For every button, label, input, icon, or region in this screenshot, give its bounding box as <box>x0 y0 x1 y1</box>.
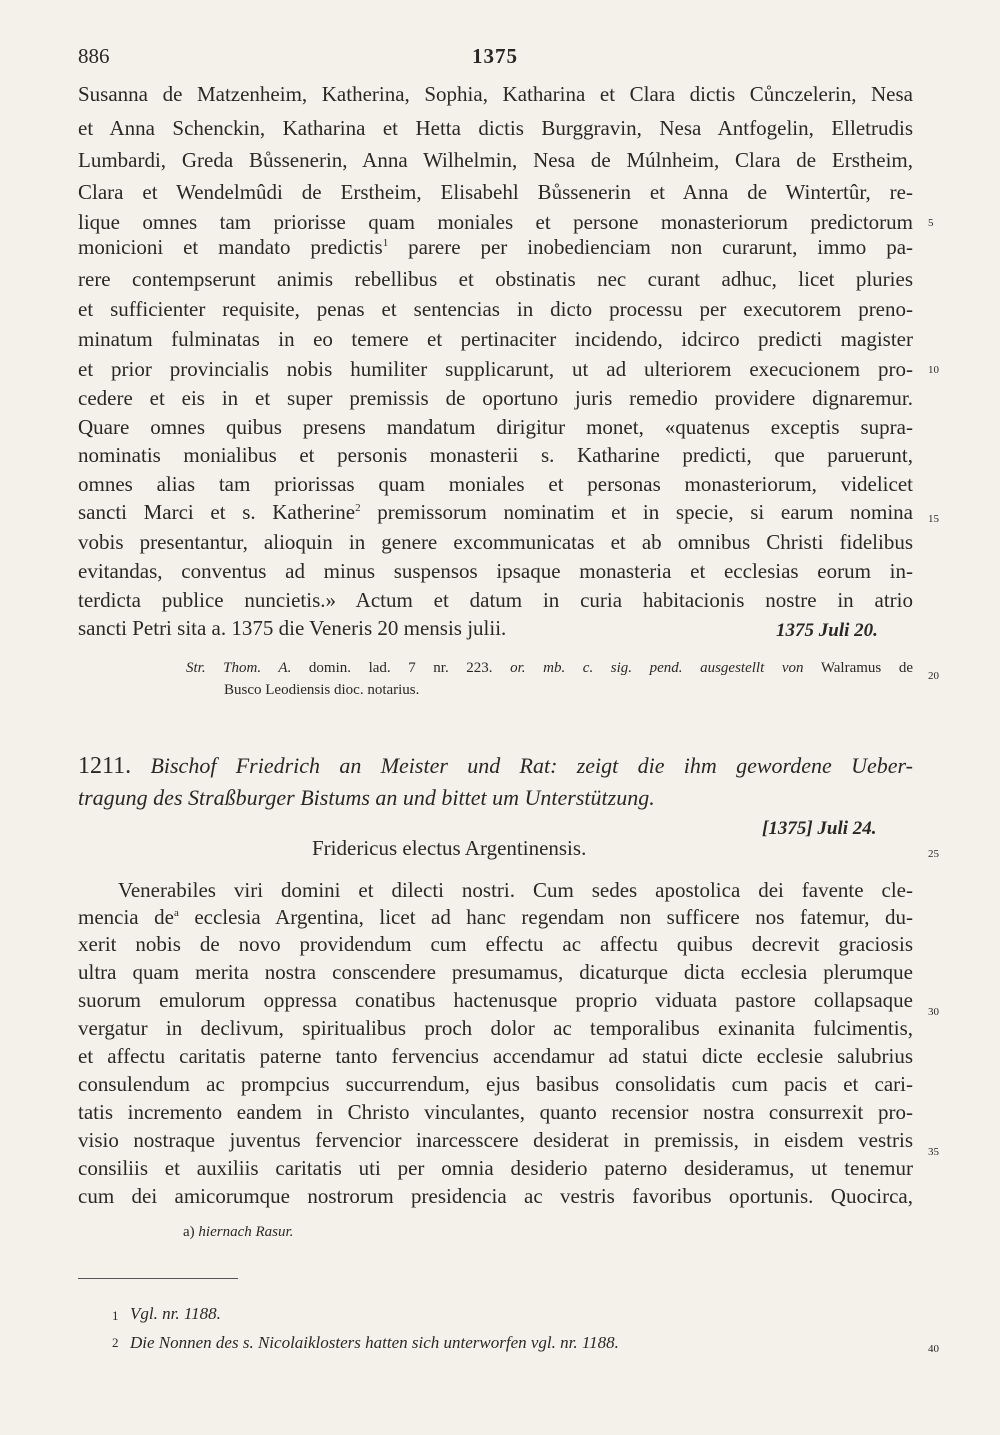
running-head-year: 1375 <box>472 44 518 68</box>
text-line: consiliis et auxiliis caritatis uti per omnia desiderio paterno desideramus, ut tenemur <box>78 1156 913 1180</box>
document-heading <box>78 752 913 780</box>
text-line: et sufficienter requisite, penas et sentencias in dicto processu per executorem preno- <box>78 297 913 321</box>
text-line: Venerabiles viri domini et dilecti nostri. Cum sedes apostolica dei favente cle- <box>118 878 913 902</box>
textual-note <box>183 1222 483 1243</box>
text-line: tatis incremento eandem in Christo vinculantes, quanto recensior nostra consurrexit pro- <box>78 1100 913 1124</box>
text-line: lique omnes tam priorisse quam moniales et persone monasteriorum predictorum <box>78 210 913 234</box>
document-number: 1211. <box>78 753 132 779</box>
source-note-line <box>78 658 913 679</box>
text-line: Lumbardi, Greda Bůssenerin, Anna Wilhelmin, Nesa de Múlnheim, Clara de Erstheim, <box>78 148 913 172</box>
footnote-text: Vgl. nr. 1188. <box>130 1304 221 1323</box>
line-number: 35 <box>928 1146 939 1158</box>
text-line: suorum emulorum oppressa conatibus hactenusque proprio viduata pastore collapsaque <box>78 988 913 1012</box>
text-line: xerit nobis de novo providendum cum effectu ac affectu quibus decrevit graciosis <box>78 932 913 956</box>
text-line: Clara et Wendelmûdi de Erstheim, Elisabehl Bůssenerin et Anna de Wintertûr, re- <box>78 180 913 204</box>
text-fragment: premissorum nominatim et in specie, si earum nomina <box>377 500 914 524</box>
text-line: minatum fulminatas in eo temere et pertinaciter incidendo, idcirco predicti magister <box>78 327 913 351</box>
footnote-ref: 1 <box>382 237 389 249</box>
footnote-mark: 1 <box>112 1308 119 1323</box>
source-notary: Walramus de <box>820 660 913 676</box>
sender: Fridericus electus Argentinensis. <box>312 836 587 860</box>
note-text: hiernach Rasur. <box>198 1224 294 1240</box>
text-line: terdicta publice nuncietis.» Actum et datum in curia habitacionis nostre in atrio <box>78 588 913 612</box>
document-title: Bischof Friedrich an Meister und Rat: zeigt die ihm gewordene Ueber- <box>150 753 914 778</box>
line-number: 20 <box>928 670 939 682</box>
source-shelfmark: domin. lad. 7 nr. 223. <box>308 660 493 676</box>
text-line: vobis presentantur, alioquin in genere excommunicatas et ab omnibus Christi fidelibus <box>78 530 913 554</box>
text-line: cum dei amicorumque nostrorum presidencia ac vestris favoribus oportunis. Quocirca, <box>78 1184 913 1208</box>
footnote-ref: 2 <box>355 502 361 514</box>
page-number: 886 <box>78 44 110 68</box>
text-line: vergatur in declivum, spiritualibus proch dolor ac temporalibus exinanita fulcimentis, <box>78 1016 913 1040</box>
line-number: 5 <box>928 217 934 229</box>
line-number: 25 <box>928 848 939 860</box>
line-number: 15 <box>928 513 939 525</box>
text-fragment: parere per inobedienciam non curarunt, immo pa- <box>408 235 914 259</box>
text-line: et Anna Schenckin, Katharina et Hetta dictis Burggravin, Nesa Antfogelin, Elletrudis <box>78 116 913 140</box>
text-line <box>78 498 913 526</box>
footnote-text: Die Nonnen des s. Nicolaiklosters hatten sich unterworfen vgl. nr. 1188. <box>130 1333 619 1352</box>
text-fragment: mencia de <box>78 905 174 929</box>
note-mark: a) <box>183 1224 195 1240</box>
source-note-line: Busco Leodiensis dioc. notarius. <box>224 682 420 698</box>
text-line <box>78 903 913 931</box>
text-line: omnes alias tam priorissas quam moniales et personas monasteriorum, videlicet <box>78 472 913 496</box>
source-description: or. mb. c. sig. pend. ausgestellt von <box>510 660 804 676</box>
line-number: 30 <box>928 1006 939 1018</box>
text-line: nominatis monialibus et personis monasterii s. Katharine predicti, que paruerunt, <box>78 443 913 467</box>
text-line: et affectu caritatis paterne tanto fervencius accendamur ad statui dicte ecclesie salubrius <box>78 1044 913 1068</box>
text-line: sancti Petri sita a. 1375 die Veneris 20 mensis julii. <box>78 616 507 640</box>
line-number: 40 <box>928 1343 939 1355</box>
text-line: Quare omnes quibus presens mandatum dirigitur monet, «quatenus exceptis supra- <box>78 415 913 439</box>
text-line: evitandas, conventus ad minus suspensos ipsaque monasteria et ecclesias eorum in- <box>78 559 913 583</box>
text-line: visio nostraque juventus fervencior inarcesscere desiderat in premissis, in eisdem vestris <box>78 1128 913 1152</box>
line-number: 10 <box>928 364 939 376</box>
text-fragment: sancti Marci et s. Katherine <box>78 500 356 524</box>
source-archive: Str. Thom. A. <box>186 660 292 676</box>
text-line: consulendum ac prompcius succurrendum, ejus basibus consolidatis cum pacis et cari- <box>78 1072 913 1096</box>
text-line: et prior provincialis nobis humiliter supplicarunt, ut ad ulteriorem execucionem pro- <box>78 357 913 381</box>
document-title-continued <box>78 784 913 812</box>
note-ref: a <box>173 907 179 919</box>
text-fragment: ecclesia Argentina, licet ad hanc regendam non sufficere nos fatemur, du- <box>194 905 914 929</box>
text-line: ultra quam merita nostra conscendere presumamus, dicaturque dicta ecclesia plerumque <box>78 960 913 984</box>
text-line: rere contempserunt animis rebellibus et obstinatis nec curant adhuc, licet pluries <box>78 267 913 291</box>
footnote-rule <box>78 1278 238 1279</box>
document-title: tragung des Straßburger Bistums an und bittet um Unterstützung. <box>78 785 655 810</box>
document-date: [1375] Juli 24. <box>762 818 877 839</box>
document-date: 1375 Juli 20. <box>776 620 878 641</box>
footnote-mark: 2 <box>112 1335 119 1350</box>
text-fragment: monicioni et mandato predictis <box>78 235 383 259</box>
text-line: cedere et eis in et super premissis de oportuno juris remedio providere dignaremur. <box>78 386 913 410</box>
text-line: Susanna de Matzenheim, Katherina, Sophia, Katharina et Clara dictis Cůnczelerin, Nesa <box>78 82 913 106</box>
text-line <box>78 233 913 261</box>
